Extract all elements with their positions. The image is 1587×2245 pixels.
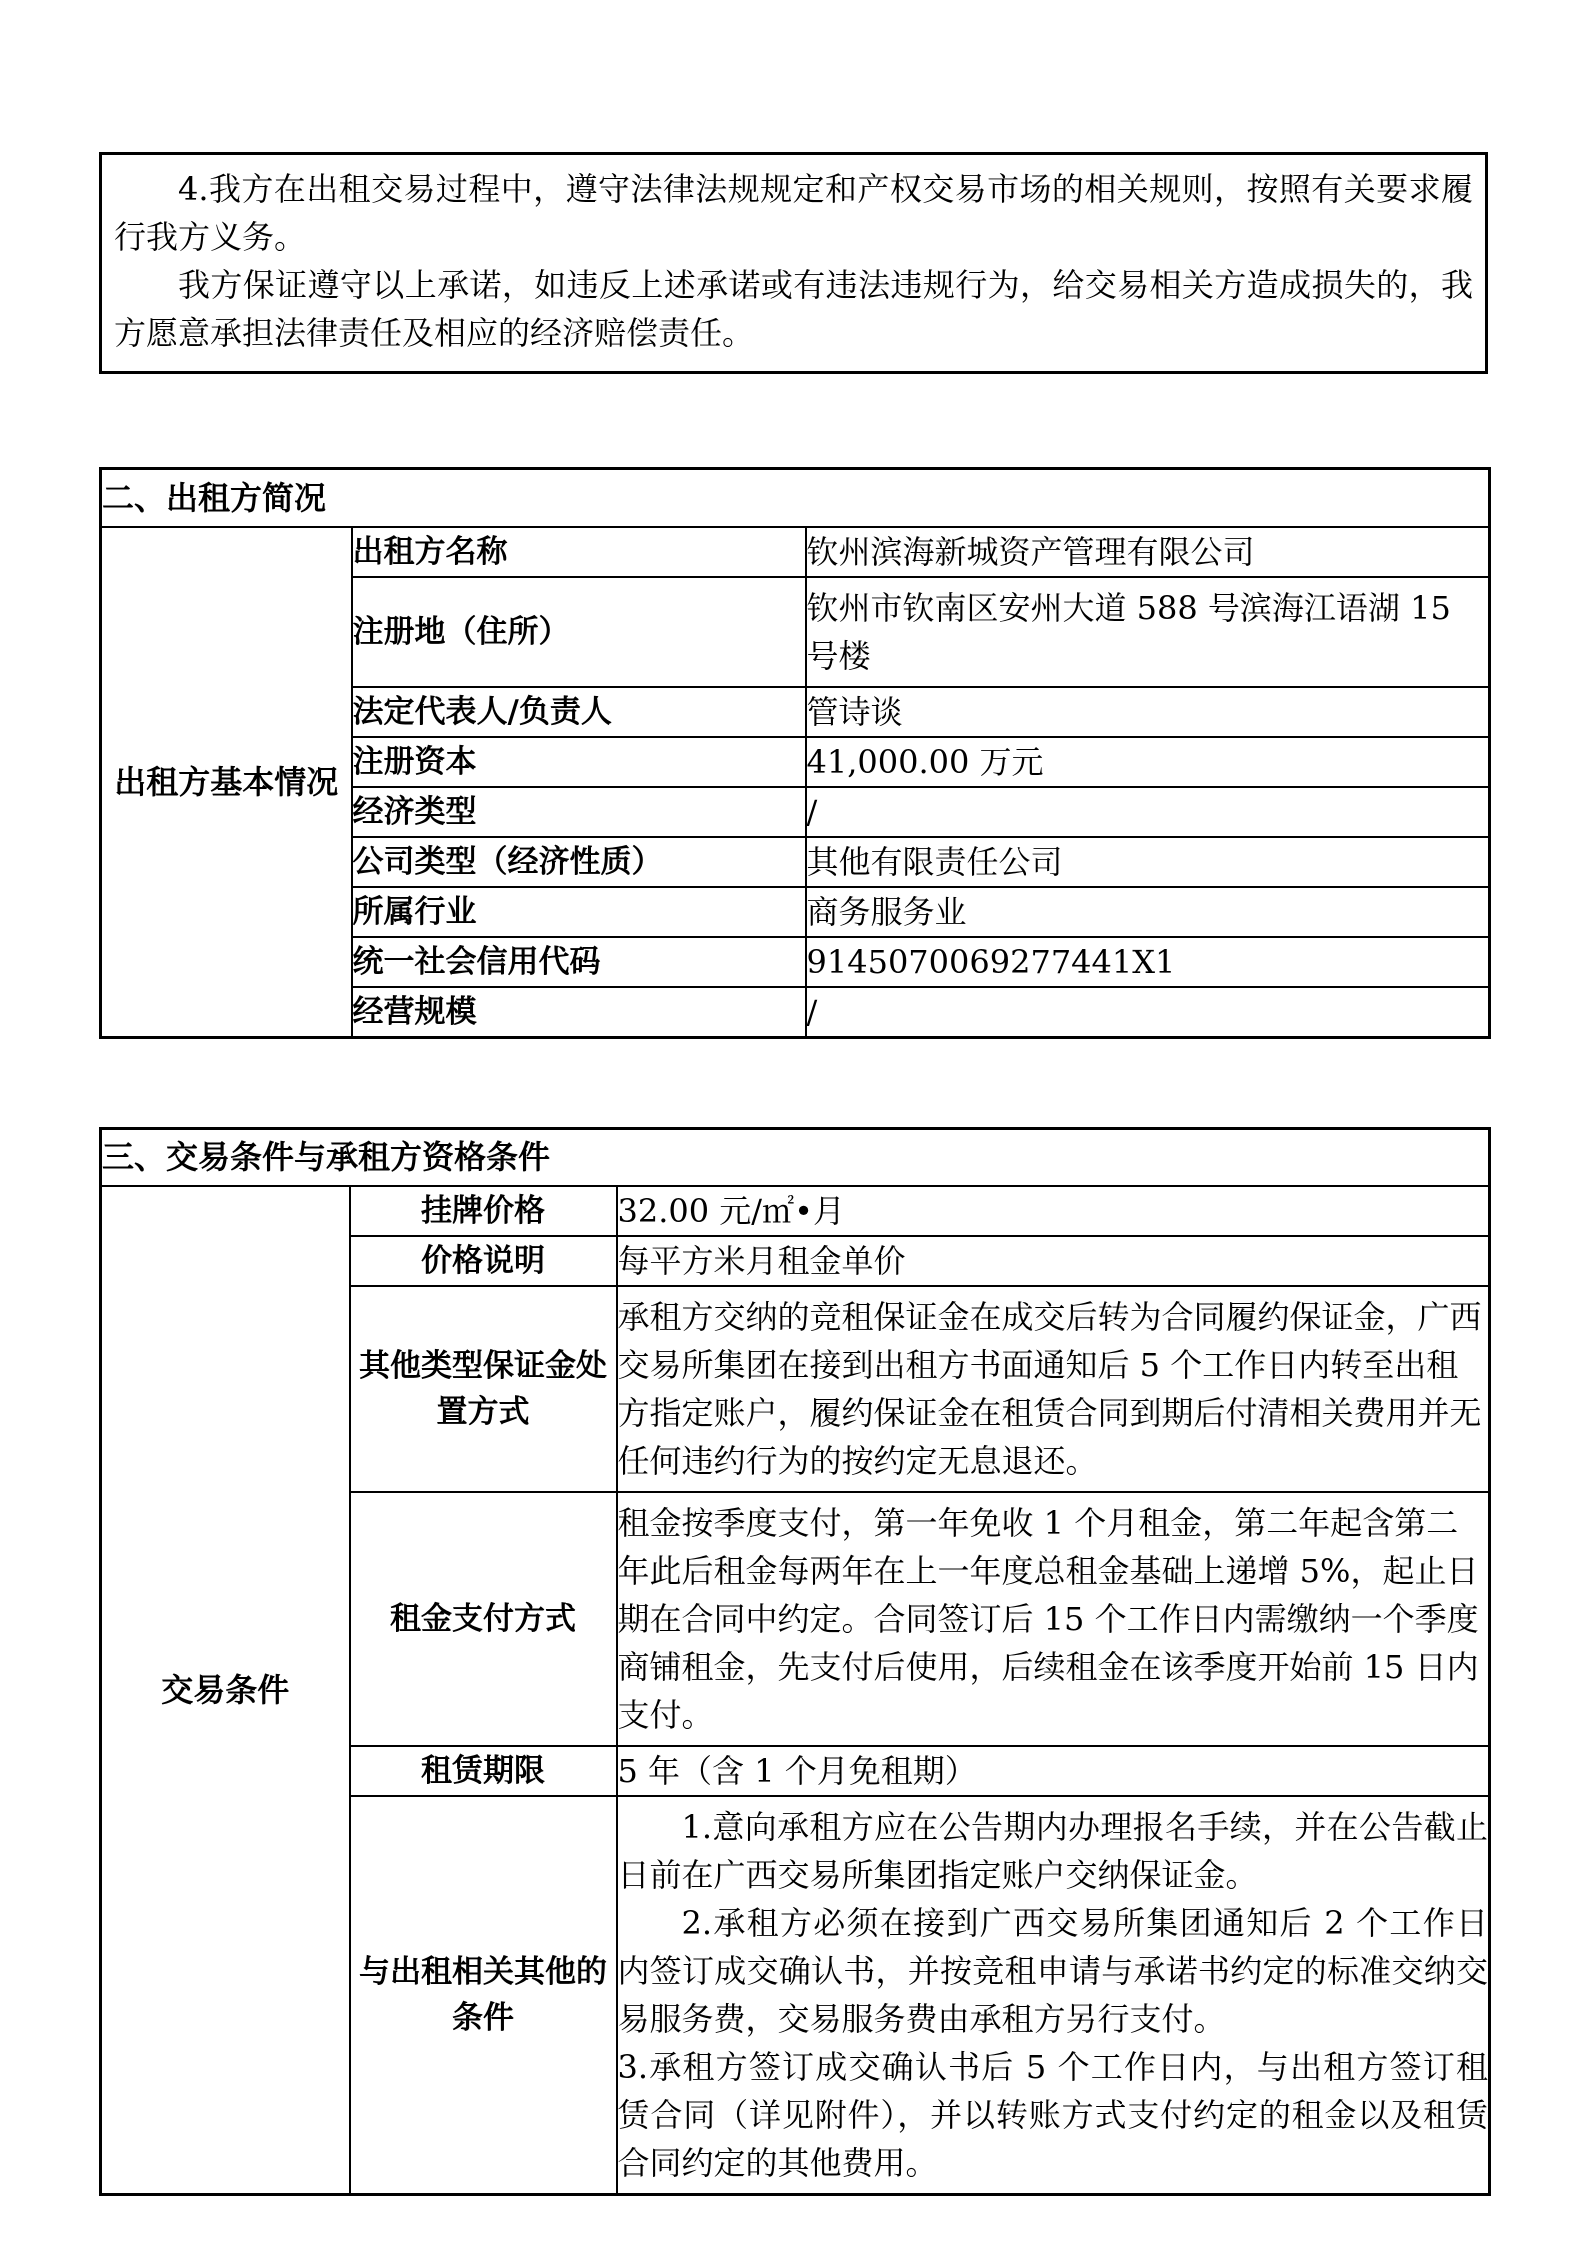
field-label: 注册地（住所） — [352, 577, 806, 687]
section-title: 三、交易条件与承租方资格条件 — [101, 1128, 1490, 1186]
field-label: 其他类型保证金处置方式 — [350, 1286, 617, 1492]
field-label: 公司类型（经济性质） — [352, 837, 806, 887]
field-value: 5 年（含 1 个月免租期） — [617, 1746, 1490, 1796]
field-value: 租金按季度支付，第一年免收 1 个月租金，第二年起含第二年此后租金每两年在上一年度总租金基础上递增 5%，起止日期在合同中约定。合同签订后 15 个工作日内需缴纳一个季度商铺租金，先支付后使用，后续租金在该季度开始前 15 日内支付。 — [617, 1492, 1490, 1746]
lessor-profile-table — [99, 467, 1491, 1039]
field-value: / — [806, 787, 1490, 837]
field-value — [617, 1796, 1490, 2195]
field-label: 统一社会信用代码 — [352, 937, 806, 987]
row-group-header: 交易条件 — [101, 1186, 350, 2195]
commitment-paragraph: 我方保证遵守以上承诺，如违反上述承诺或有违法违规行为，给交易相关方造成损失的，我方愿意承担法律责任及相应的经济赔偿责任。 — [114, 266, 1473, 352]
field-label: 挂牌价格 — [350, 1186, 617, 1236]
field-value: 其他有限责任公司 — [806, 837, 1490, 887]
table-row — [101, 1186, 1490, 1236]
section-title: 二、出租方简况 — [101, 469, 1490, 527]
field-label: 与出租相关其他的条件 — [350, 1796, 617, 2195]
field-value: 每平方米月租金单价 — [617, 1236, 1490, 1286]
field-label: 法定代表人/负责人 — [352, 687, 806, 737]
condition-paragraph: 2.承租方必须在接到广西交易所集团通知后 2 个工作日内签订成交确认书，并按竞租申请与承诺书约定的标准交纳交易服务费，交易服务费由承租方另行支付。 — [617, 1904, 1489, 2038]
table-row — [101, 1128, 1490, 1186]
field-value: 钦州滨海新城资产管理有限公司 — [806, 527, 1490, 577]
field-label: 租赁期限 — [350, 1746, 617, 1796]
field-value: 32.00 元/㎡•月 — [617, 1186, 1490, 1236]
field-value: 钦州市钦南区安州大道 588 号滨海江语湖 15 号楼 — [806, 577, 1490, 687]
field-label: 经营规模 — [352, 987, 806, 1038]
commitment-box — [99, 152, 1488, 374]
field-value: 9145070069277441X1 — [806, 937, 1490, 987]
field-value: 管诗谈 — [806, 687, 1490, 737]
commitment-paragraph: 4.我方在出租交易过程中，遵守法律法规规定和产权交易市场的相关规则，按照有关要求履行我方义务。 — [114, 170, 1473, 256]
table-row — [101, 527, 1490, 577]
field-label: 租金支付方式 — [350, 1492, 617, 1746]
field-value: 商务服务业 — [806, 887, 1490, 937]
field-value: 41,000.00 万元 — [806, 737, 1490, 787]
condition-paragraph: 1.意向承租方应在公告期内办理报名手续，并在公告截止日前在广西交易所集团指定账户交纳保证金。 — [617, 1808, 1489, 1894]
field-label: 经济类型 — [352, 787, 806, 837]
field-value: 承租方交纳的竞租保证金在成交后转为合同履约保证金，广西交易所集团在接到出租方书面通知后 5 个工作日内转至出租方指定账户，履约保证金在租赁合同到期后付清相关费用并无任何违约行为的按约定无息退还。 — [617, 1286, 1490, 1492]
field-label: 出租方名称 — [352, 527, 806, 577]
field-label: 价格说明 — [350, 1236, 617, 1286]
table-row — [101, 469, 1490, 527]
field-label: 注册资本 — [352, 737, 806, 787]
condition-paragraph: 3.承租方签订成交确认书后 5 个工作日内，与出租方签订租赁合同（详见附件），并以转账方式支付约定的租金以及租赁合同约定的其他费用。 — [617, 2048, 1489, 2182]
field-label: 所属行业 — [352, 887, 806, 937]
field-value: / — [806, 987, 1490, 1038]
transaction-conditions-table — [99, 1127, 1491, 2197]
row-group-header: 出租方基本情况 — [101, 527, 352, 1038]
document-content — [99, 0, 1488, 2196]
